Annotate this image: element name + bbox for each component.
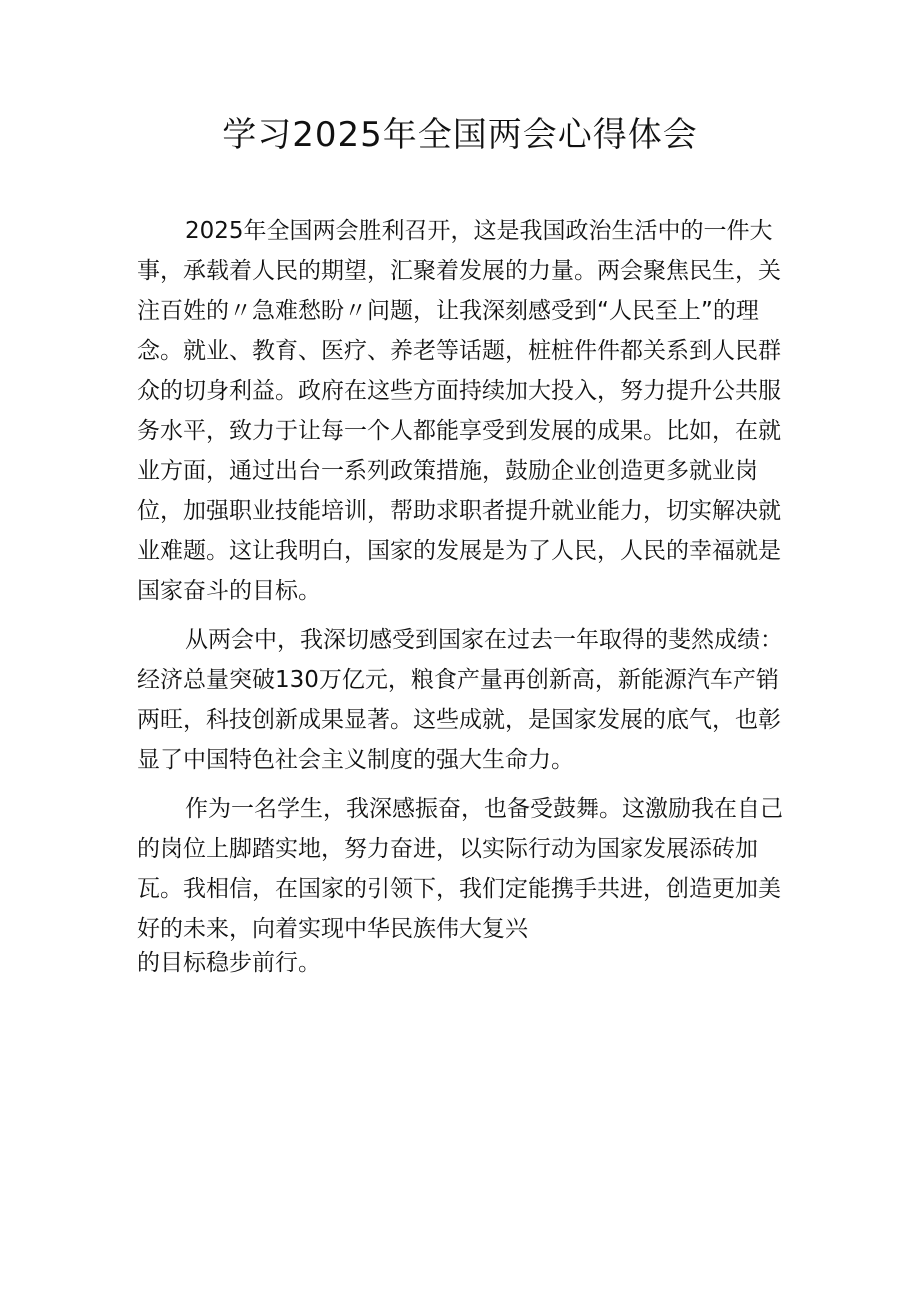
paragraph-1: 2025年全国两会胜利召开，这是我国政治生活中的一件大事，承载着人民的期望，汇聚着发展的力量。两会聚焦民生，关注百姓的〃急难愁盼〃问题，让我深刻感受到“人民至上”的理念。就业、教育、医疗、养老等话题，桩桩件件都关系到人民群众的切身利益。政府在这些方面持续加大投入，努力提升公共服务水平，致力于让每一个人都能享受到发展的成果。比如，在就业方面，通过出台一系列政策措施，鼓励企业创造更多就业岗位，加强职业技能培训，帮助求职者提升就业能力，切实解决就业难题。这让我明白，国家的发展是为了人民，人民的幸福就是国家奋斗的目标。 <box>137 218 781 604</box>
paragraph-2: 从两会中，我深切感受到国家在过去一年取得的斐然成绩：经济总量突破130万亿元，粮食产量再创新高，新能源汽车产销两旺，科技创新成果显著。这些成就，是国家发展的底气，也彰显了中国特色社会主义制度的强大生命力。 <box>137 627 783 773</box>
paragraph-3: 作为一名学生，我深感振奋，也备受鼓舞。这激励我在自己的岗位上脚踏实地，努力奋进，以实际行动为国家发展添砖加瓦。我相信，在国家的引领下，我们定能携手共进，创造更加美好的未来，向着实现中华民族伟大复兴 <box>137 796 783 942</box>
document-title: 学习2025年全国两会心得体会 <box>222 115 698 155</box>
closing-line: 的目标稳步前行。 <box>137 950 321 976</box>
document-body <box>137 211 792 977</box>
